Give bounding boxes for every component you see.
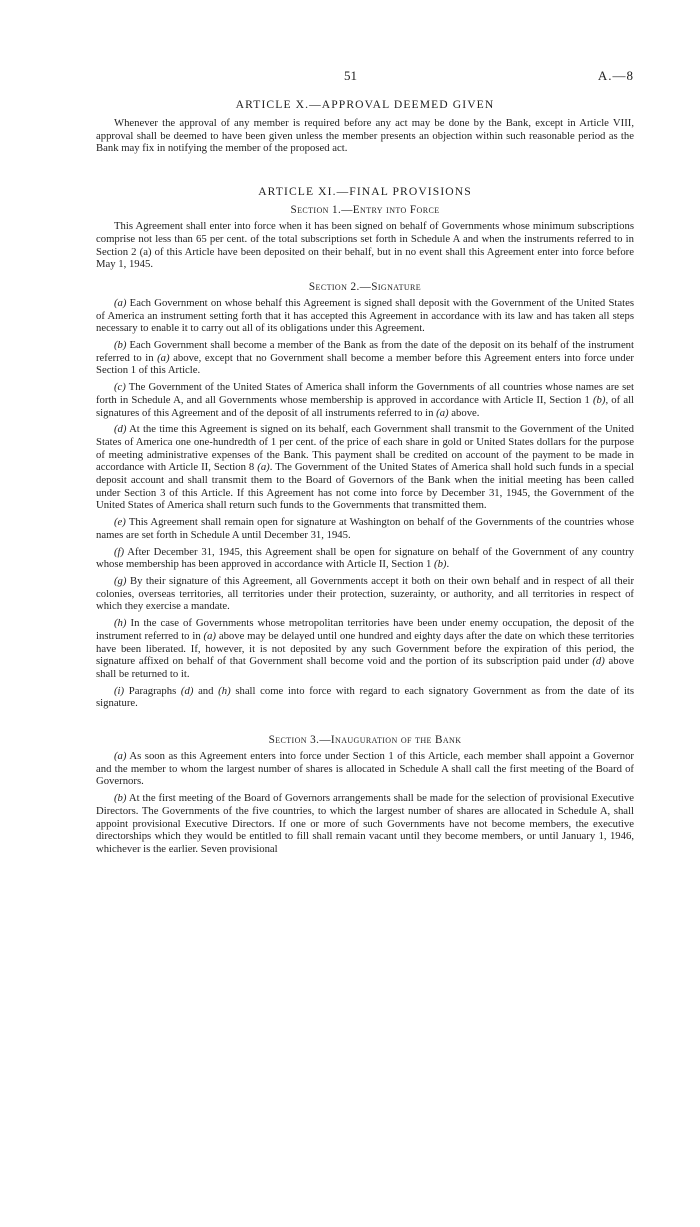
section-2-heading: Section 2.—Signature xyxy=(308,280,422,293)
article-x-paragraph: Whenever the approval of any member is required before any act may be done by the Bank, except in Article VIII, approval shall be deemed to have been given unless the member presents an objection within such reasonable period as the Bank may fix in notifying the member of the proposed act. xyxy=(96,117,634,155)
section-2-para-h: (h) In the case of Governments whose metropolitan territories have been under enemy occupation, the deposit of the instrument referred to in (a) above may be delayed until one hundred and eighty days after the date on which these territories have been liberated. If, however, it is not deposited by any such Government before the expiration of this period, the signature affixed on behalf of that Government shall become void and the portion of its subscription paid under (d) above shall be returned to it. xyxy=(96,617,635,680)
section-2-para-c: (c) The Government of the United States of America shall inform the Governments of all countries whose names are set forth in Schedule A, and all Governments whose membership is approved in accordance with Article II, Section 1 (b), of all signatures of this Agreement and of the deposit of all instruments referred to in (a) above. xyxy=(96,381,635,419)
document-reference: A.—8 xyxy=(597,68,634,83)
section-3-para-a: (a) As soon as this Agreement enters into force under Section 1 of this Article, each member shall appoint a Governor and the member to whom the largest number of shares is allocated in Schedule A shall call the first meeting of the Board of Governors. xyxy=(96,750,634,788)
section-2-para-b: (b) Each Government shall become a member of the Bank as from the date of the deposit on its behalf of the instrument referred to in (a) above, except that no Government shall become a member before this Agreement enters into force under Section 1 of this Article. xyxy=(96,339,634,377)
page-header xyxy=(96,68,634,90)
section-2-para-e: (e) This Agreement shall remain open for signature at Washington on behalf of the Governments of the countries whose names are set forth in Schedule A until December 31, 1945. xyxy=(96,516,635,541)
section-2-para-f: (f) After December 31, 1945, this Agreement shall be open for signature on behalf of the Government of any country whose membership has been approved in accordance with Article II, Section 1 (b). xyxy=(96,545,634,571)
section-2-para-g: (g) By their signature of this Agreement, all Governments accept it both on their own behalf and in respect of all their colonies, overseas territories, all territories under their protection, suzerainty, or authority, and all territories in respect of which they exercise a mandate. xyxy=(96,574,635,613)
section-3-heading: Section 3.—Inauguration of the Bank xyxy=(268,734,462,747)
article-x-title: ARTICLE X.—APPROVAL DEEMED GIVEN xyxy=(235,98,495,111)
document-page xyxy=(96,68,634,860)
section-3-para-b: (b) At the first meeting of the Board of Governors arrangements shall be made for the selection of provisional Executive Directors. The Governments of the five countries, to which the largest number of shares are allocated in Schedule A, shall appoint provisional Executive Directors. If one or more of such Governments have not become members, the executive directorships which they would be entitled to fill shall remain vacant until they become members, or until January 1, 1946, whichever is the earlier. Seven provisional xyxy=(96,792,634,855)
section-2-para-a: (a) Each Government on whose behalf this Agreement is signed shall deposit with the Government of the United States of America an instrument setting forth that it has accepted this Agreement in accordance with its law and has taken all steps necessary to enable it to carry out all of its obligations under this Agreement. xyxy=(96,296,634,335)
article-xi-title: ARTICLE XI.—FINAL PROVISIONS xyxy=(258,185,472,199)
section-1-heading: Section 1.—Entry into Force xyxy=(290,204,440,217)
section-1-paragraph: This Agreement shall enter into force when it has been signed on behalf of Governments whose minimum subscriptions comprise not less than 65 per cent. of the total subscriptions set forth in Schedule A and when the instruments referred to in Section 2 (a) of this Article have been deposited on their behalf, but in no event shall this Agreement enter into force before May 1, 1945. xyxy=(96,220,634,271)
section-2-para-d: (d) At the time this Agreement is signed on its behalf, each Government shall transmit to the Government of the United States of America one one-hundredth of 1 per cent. of the price of each share in gold or United States dollars for the purpose of meeting administrative expenses of the Bank. This payment shall be credited on account of the payment to be made in accordance with Article II, Section 8 (a). The Government of the United States of America shall hold such funds in a special deposit account and shall transmit them to the Board of Governors of the Bank when the initial meeting has been called under Section 3 of this Article. If this Agreement has not come into force by December 31, 1945, the Government of the United States of America shall return such funds to the Governments that transmitted them. xyxy=(96,423,635,512)
section-2-para-i: (i) Paragraphs (d) and (h) shall come into force with regard to each signatory Government as from the date of its signature. xyxy=(96,684,635,710)
page-number: 51 xyxy=(344,68,357,83)
